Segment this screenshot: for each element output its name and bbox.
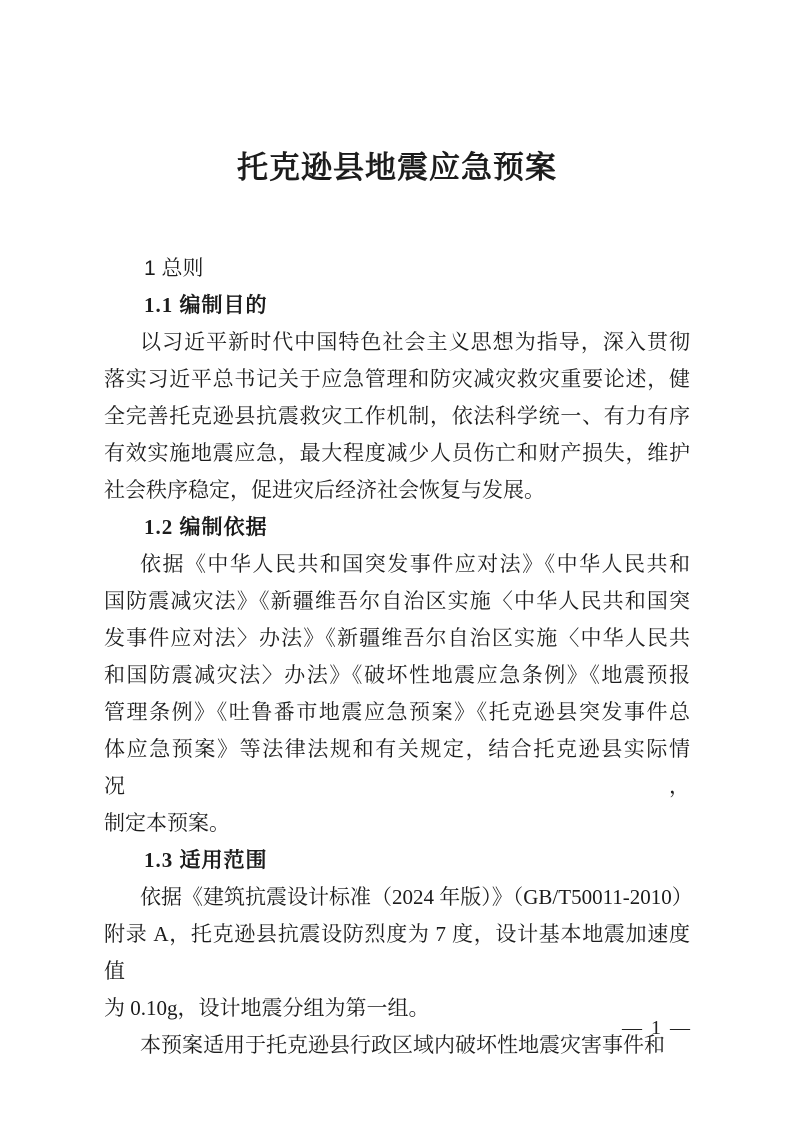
body-text-line: 本预案适用于托克逊县行政区域内破坏性地震灾害事件和 xyxy=(140,1033,665,1057)
body-text-line: 管理条例》《吐鲁番市地震应急预案》《托克逊县突发事件总 xyxy=(104,700,690,724)
body-text-line: 以习近平新时代中国特色社会主义思想为指导，深入贯彻 xyxy=(140,330,690,354)
paragraph xyxy=(104,324,690,509)
subsection-heading: 1.2 编制依据 xyxy=(144,515,268,539)
body-text-line: 国防震减灾法》《新疆维吾尔自治区实施〈中华人民共和国突 xyxy=(104,589,690,613)
body-text-line: 体应急预案》等法律法规和有关规定，结合托克逊县实际情况， xyxy=(104,737,690,798)
body-text-line: 依据《建筑抗震设计标准（2024 年版）》（GB/T50011-2010） xyxy=(140,885,693,909)
document-content xyxy=(104,148,693,1064)
body-text-line: 有效实施地震应急，最大程度减少人员伤亡和财产损失，维护 xyxy=(104,441,690,465)
body-text-line: 发事件应对法〉办法》《新疆维吾尔自治区实施〈中华人民共 xyxy=(104,626,690,650)
body-text-line: 落实习近平总书记关于应急管理和防灾减灾救灾重要论述，健 xyxy=(104,367,690,391)
paragraph xyxy=(104,1027,690,1064)
page-number: — 1 — xyxy=(622,1017,692,1039)
body-text-line: 附录 A，托克逊县抗震设防烈度为 7 度，设计基本地震加速度值 xyxy=(104,922,690,983)
body-text-line: 为 0.10g，设计地震分组为第一组。 xyxy=(104,996,430,1020)
body-text-line: 制定本预案。 xyxy=(104,811,230,835)
body-text-line: 全完善托克逊县抗震救灾工作机制，依法科学统一、有力有序 xyxy=(104,404,690,428)
paragraph xyxy=(104,546,690,842)
paragraph xyxy=(104,879,693,1027)
subsection-heading: 1.1 编制目的 xyxy=(144,293,268,317)
body-text-line: 社会秩序稳定，促进灾后经济社会恢复与发展。 xyxy=(104,478,545,502)
document-title: 托克逊县地震应急预案 xyxy=(237,150,557,185)
body-text-line: 依据《中华人民共和国突发事件应对法》《中华人民共和 xyxy=(140,552,690,576)
body-text-line: 和国防震减灾法〉办法》《破坏性地震应急条例》《地震预报 xyxy=(104,663,690,687)
subsection-heading: 1.3 适用范围 xyxy=(144,848,268,872)
section-heading: 1 总则 xyxy=(144,257,204,280)
